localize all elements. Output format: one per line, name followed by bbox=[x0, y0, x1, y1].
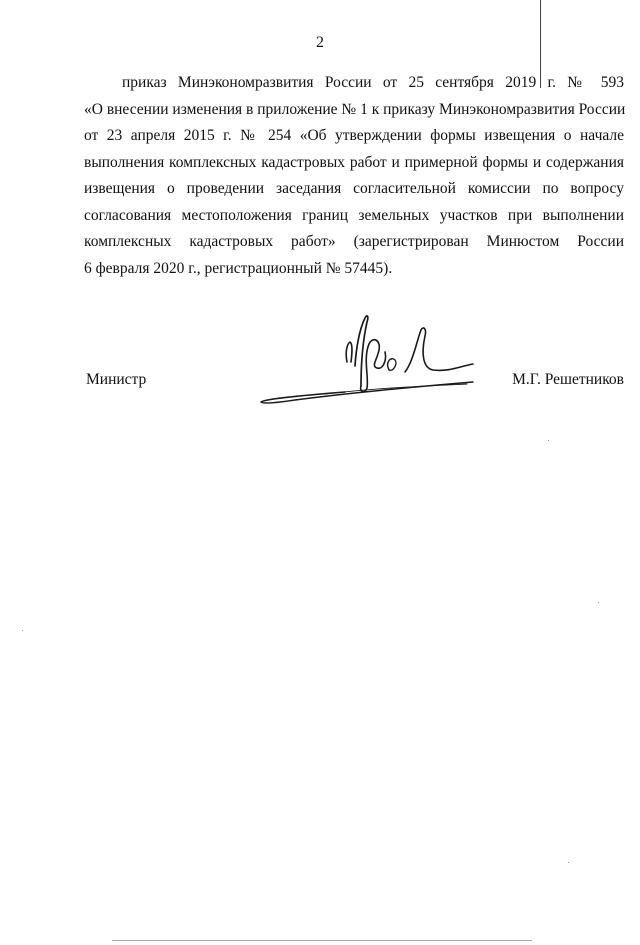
paragraph-line: согласования местоположения границ земельных участков при выполнении bbox=[84, 206, 624, 224]
paragraph-line: выполнения комплексных кадастровых работ и примерной формы и содержания bbox=[84, 153, 624, 171]
paragraph-line: извещения о проведении заседания согласительной комиссии по вопросу bbox=[84, 180, 624, 197]
scan-speck bbox=[598, 602, 599, 603]
body-paragraph bbox=[84, 70, 624, 282]
signatory-name: М.Г. Решетников bbox=[512, 371, 624, 388]
paragraph-line: 6 февраля 2020 г., регистрационный № 57445). bbox=[84, 259, 393, 277]
scan-speck bbox=[568, 862, 569, 863]
scan-speck bbox=[548, 440, 549, 441]
paragraph-line: «О внесении изменения в приложение № 1 к приказу Минэкономразвития России bbox=[84, 100, 626, 118]
signatory-title: Министр bbox=[86, 371, 147, 388]
signature-block bbox=[0, 300, 640, 420]
paragraph-line: от 23 апреля 2015 г. № 254 «Об утверждении формы извещения о начале bbox=[84, 127, 624, 144]
scan-speck bbox=[22, 630, 23, 631]
handwritten-signature bbox=[255, 300, 480, 410]
page-number: 2 bbox=[316, 34, 324, 51]
paragraph-line: приказ Минэкономразвития России от 25 сентября 2019 г. № 593 bbox=[122, 74, 624, 91]
scan-artifact-edge bbox=[112, 940, 532, 941]
paragraph-line: комплексных кадастровых работ» (зарегистрирован Минюстом России bbox=[84, 233, 624, 250]
